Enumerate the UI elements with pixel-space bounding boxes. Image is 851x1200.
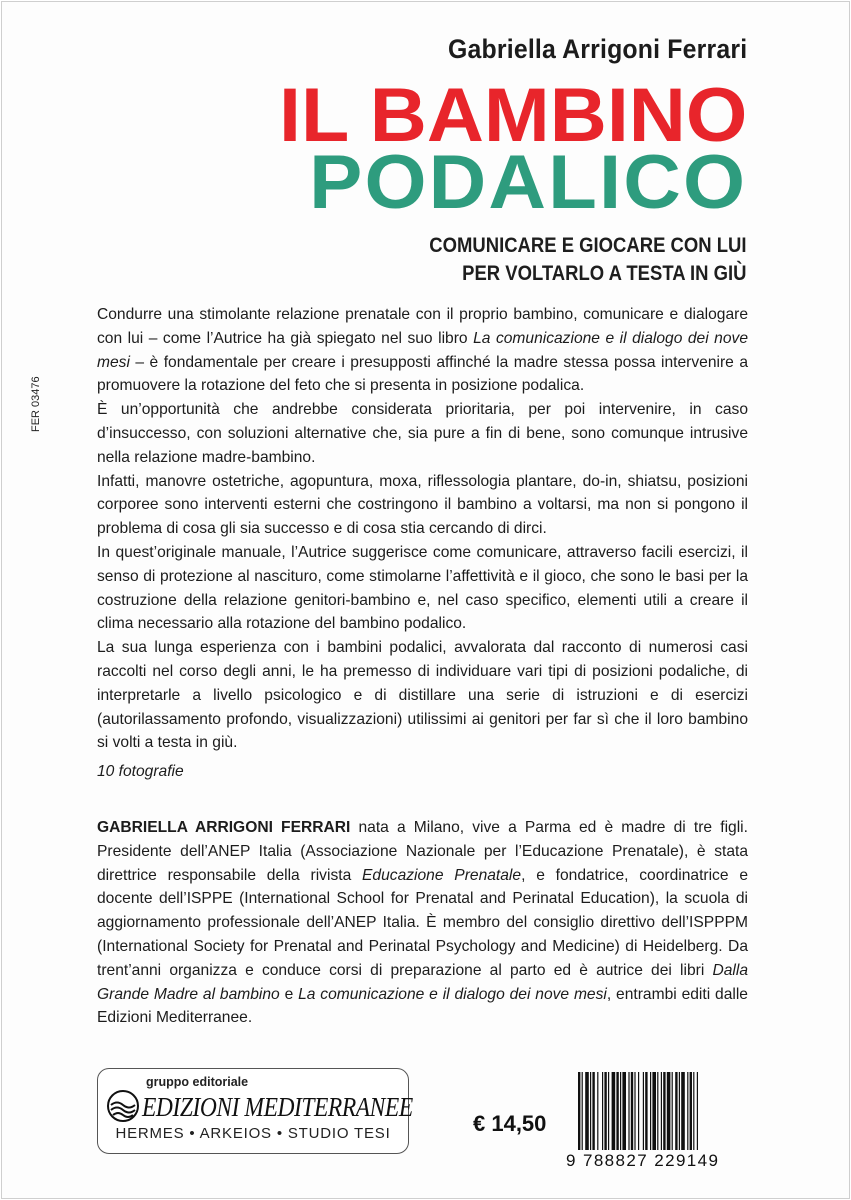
product-code: FER 03476 <box>30 376 42 432</box>
bio-paragraph <box>97 816 748 1030</box>
barcode-bar <box>634 1072 635 1150</box>
barcode-bar <box>612 1072 616 1150</box>
publisher-group: gruppo editoriale <box>146 1075 249 1089</box>
barcode-bar <box>631 1072 633 1150</box>
author-name: Gabriella Arrigoni Ferrari <box>447 34 747 64</box>
barcode-bar <box>590 1072 591 1150</box>
publisher-emblem-icon <box>106 1089 140 1123</box>
barcode-bar <box>690 1072 692 1150</box>
title-line-1: IL BAMBINO <box>278 73 747 158</box>
barcode-bar <box>604 1072 606 1150</box>
photo-note: 10 fotografie <box>97 763 184 780</box>
book-title: Dalla Grande Madre al bambino <box>97 961 748 1003</box>
barcode-bar <box>661 1072 662 1150</box>
product-code-wrap <box>30 352 44 432</box>
barcode-bar <box>687 1072 688 1150</box>
barcode-bar <box>638 1072 639 1150</box>
description-paragraph-5: La sua lunga esperienza con i bambini podalici, avvalorata dal racconto di numerosi casi raccolti nel corso degli anni, le ha premesso di individuare vari tipi di posizioni podaliche, di interpretarle a livello psicologico e di distillare una serie di istruzioni e di esercizi (autorilassamento profondo, visualizzazioni) utilissimi ai genitori per far sì che il loro bambino si volti a testa in giù. <box>97 639 748 752</box>
text-span: , e fondatrice, coordinatrice e docente dell’ISPPE (International School for Prenatal and Perinatal Education), la scuola di aggiornamento professionale dell’ANEP Italia. È membro del consiglio direttivo dell’ISPPPM (International Society for Prenatal and Perinatal Psychology and Medicine) di Heidelberg. Da trent’anni organizza e conduce corsi di preparazione al parto ed è autrice dei libri <box>97 866 748 979</box>
publisher-imprints: HERMES • ARKEIOS • STUDIO TESI <box>115 1125 391 1142</box>
barcode-bar <box>663 1072 665 1150</box>
text-span: Condurre una stimolante relazione prenatale con il proprio bambino, comunicare e dialogare con lui – come l’Autrice ha già spiegato nel suo libro <box>97 306 748 347</box>
book-title: La comunicazione e il dialogo dei nove mesi <box>298 985 607 1003</box>
barcode-bar <box>697 1072 698 1150</box>
barcode-bar <box>578 1072 580 1150</box>
barcode-bar <box>645 1072 647 1150</box>
bio-name: GABRIELLA ARRIGONI FERRARI <box>97 819 351 836</box>
barcode-bar <box>620 1072 621 1150</box>
barcode-bar <box>622 1072 626 1150</box>
text-span: , entrambi editi dalle Edizioni Mediterranee. <box>97 985 748 1027</box>
publisher-name: EDIZIONI MEDITERRANEE <box>142 1092 413 1122</box>
text-span: – è fondamentale per creare i presupposti affinché la madre stessa possa intervenire a promuovere la rotazione del feto che si presenta in posizione podalica. <box>97 353 748 395</box>
barcode-bar <box>672 1072 673 1150</box>
book-title: La comunicazione e il dialogo dei nove mesi <box>97 329 748 371</box>
barcode-bar <box>597 1072 598 1150</box>
barcode-bar <box>582 1072 583 1150</box>
description-paragraph-1 <box>97 303 748 398</box>
barcode-bar <box>628 1072 629 1150</box>
subtitle <box>430 232 747 288</box>
barcode-bar <box>679 1072 680 1150</box>
barcode-bar <box>675 1072 677 1150</box>
barcode-bar <box>585 1072 589 1150</box>
title-line-2: PODALICO <box>309 140 747 225</box>
barcode-bar <box>693 1072 694 1150</box>
barcode-bar <box>608 1072 609 1150</box>
barcode <box>578 1072 746 1150</box>
barcode-bar <box>681 1072 685 1150</box>
subtitle-line-1: COMUNICARE E GIOCARE CON LUI <box>429 234 747 257</box>
description-paragraph-3: Infatti, manovre ostetriche, agopuntura, moxa, riflessologia plantare, do-in, shiatsu, posizioni corporee sono interventi esterni che costringono il bambino a voltarsi, ma non si pongono il problema di cosa gli sia successo e di cosa stia cercando di dirci. <box>97 472 748 538</box>
barcode-bar <box>602 1072 603 1150</box>
barcode-bar <box>643 1072 644 1150</box>
magazine-title: Educazione Prenatale <box>362 866 522 884</box>
description-paragraph-2: È un’opportunità che andrebbe considerata prioritaria, per poi intervenire, in caso d’insuccesso, con soluzioni alternative che, sia pure a fin di bene, sono comunque intrusive nella relazione madre-bambino. <box>97 401 748 466</box>
subtitle-line-2: PER VOLTARLO A TESTA IN GIÙ <box>462 262 747 285</box>
publisher-logo-box <box>97 1068 413 1154</box>
price: € 14,50 <box>473 1111 547 1136</box>
barcode-bar <box>650 1072 651 1150</box>
barcode-bar <box>592 1072 594 1150</box>
barcode-bar <box>652 1072 656 1150</box>
text-span: e <box>279 985 299 1003</box>
barcode-bar <box>616 1072 618 1150</box>
description-paragraph-4: In quest’originale manuale, l’Autrice suggerisce come comunicare, attraverso facili esercizi, il senso di protezione al nascituro, come stimolarne l’affettività e il gioco, che sono le basi per la costruzione della relazione genitori-bambino e, nel caso specifico, elementi utili a creare il clima necessario alla rotazione del bambino podalico. <box>97 543 748 633</box>
text-span: nata a Milano, vive a Parma ed è madre di tre figli. Presidente dell’ANEP Italia (Associazione Nazionale per l’Educazione Prenatale), è stata direttrice responsabile della rivista <box>97 819 748 884</box>
author-bio <box>97 816 748 1030</box>
barcode-bar <box>667 1072 671 1150</box>
description <box>97 303 748 755</box>
isbn: 9 788827 229149 <box>566 1151 720 1170</box>
barcode-bar <box>657 1072 658 1150</box>
